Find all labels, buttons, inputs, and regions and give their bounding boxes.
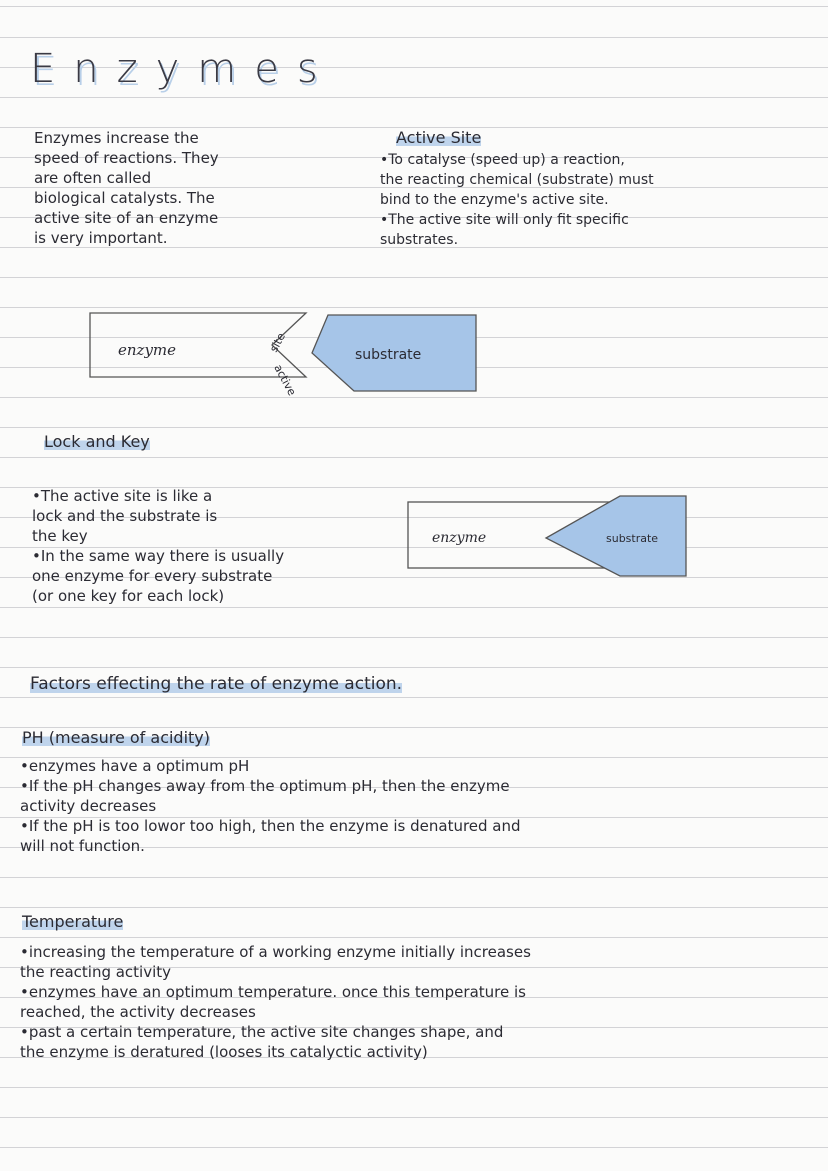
lock-and-key-heading	[44, 432, 150, 451]
lock-key-line: the key	[32, 527, 88, 545]
intro-line: is very important.	[34, 229, 168, 247]
lock-and-key-heading-text: Lock and Key	[44, 432, 150, 451]
substrate-label-2: substrate	[606, 532, 659, 545]
enzyme-label-2: enzyme	[432, 530, 487, 546]
active-site-heading-text: Active Site	[396, 128, 482, 147]
intro-line: Enzymes increase the	[34, 129, 199, 147]
active-label: active	[271, 362, 299, 398]
intro-line: are often called	[34, 169, 152, 187]
enzyme-label: enzyme	[118, 341, 177, 359]
temperature-paragraph	[20, 942, 531, 1062]
ph-heading-text: PH (measure of acidity)	[22, 728, 211, 747]
temperature-heading-text: Temperature	[22, 912, 124, 931]
lock-key-line: lock and the substrate is	[32, 507, 218, 525]
enzyme-substrate-diagram	[80, 305, 490, 400]
intro-line: speed of reactions. They	[34, 149, 219, 167]
site-label: site	[267, 330, 288, 355]
active-site-paragraph	[380, 150, 654, 250]
active-site-line: •To catalyse (speed up) a reaction,	[380, 152, 625, 168]
factors-heading	[30, 674, 402, 694]
temp-line: the enzyme is deratured (looses its catalyctic activity)	[20, 1043, 428, 1061]
factors-heading-text: Factors effecting the rate of enzyme action.	[30, 674, 403, 694]
substrate-label: substrate	[355, 347, 422, 363]
lock-key-line: •In the same way there is usually	[32, 547, 285, 565]
temp-line: the reacting activity	[20, 963, 172, 981]
lock-and-key-paragraph	[32, 486, 284, 606]
intro-line: active site of an enzyme	[34, 209, 219, 227]
active-site-heading	[396, 128, 481, 147]
ph-heading	[22, 728, 210, 747]
temp-line: •past a certain temperature, the active site changes shape, and	[20, 1023, 504, 1041]
ph-line: •If the pH is too lowor too high, then the enzyme is denatured and	[20, 817, 521, 835]
page-title: Enzymes	[30, 46, 336, 92]
intro-paragraph	[34, 128, 219, 248]
active-site-line: the reacting chemical (substrate) must	[380, 172, 654, 188]
ph-line: will not function.	[20, 837, 145, 855]
lock-key-line: (or one key for each lock)	[32, 587, 225, 605]
temp-line: •enzymes have an optimum temperature. once this temperature is	[20, 983, 526, 1001]
ph-line: •enzymes have a optimum pH	[20, 757, 250, 775]
temperature-heading	[22, 912, 123, 931]
active-site-line: •The active site will only fit specific	[380, 212, 629, 228]
active-site-line: substrates.	[380, 232, 459, 248]
lock-key-line: one enzyme for every substrate	[32, 567, 273, 585]
lock-key-line: •The active site is like a	[32, 487, 213, 505]
temp-line: •increasing the temperature of a working enzyme initially increases	[20, 943, 531, 961]
active-site-line: bind to the enzyme's active site.	[380, 192, 609, 208]
intro-line: biological catalysts. The	[34, 189, 215, 207]
ph-line: •If the pH changes away from the optimum pH, then the enzyme	[20, 777, 510, 795]
ph-line: activity decreases	[20, 797, 157, 815]
temp-line: reached, the activity decreases	[20, 1003, 256, 1021]
ph-paragraph	[20, 756, 521, 856]
lock-key-diagram	[398, 490, 698, 580]
